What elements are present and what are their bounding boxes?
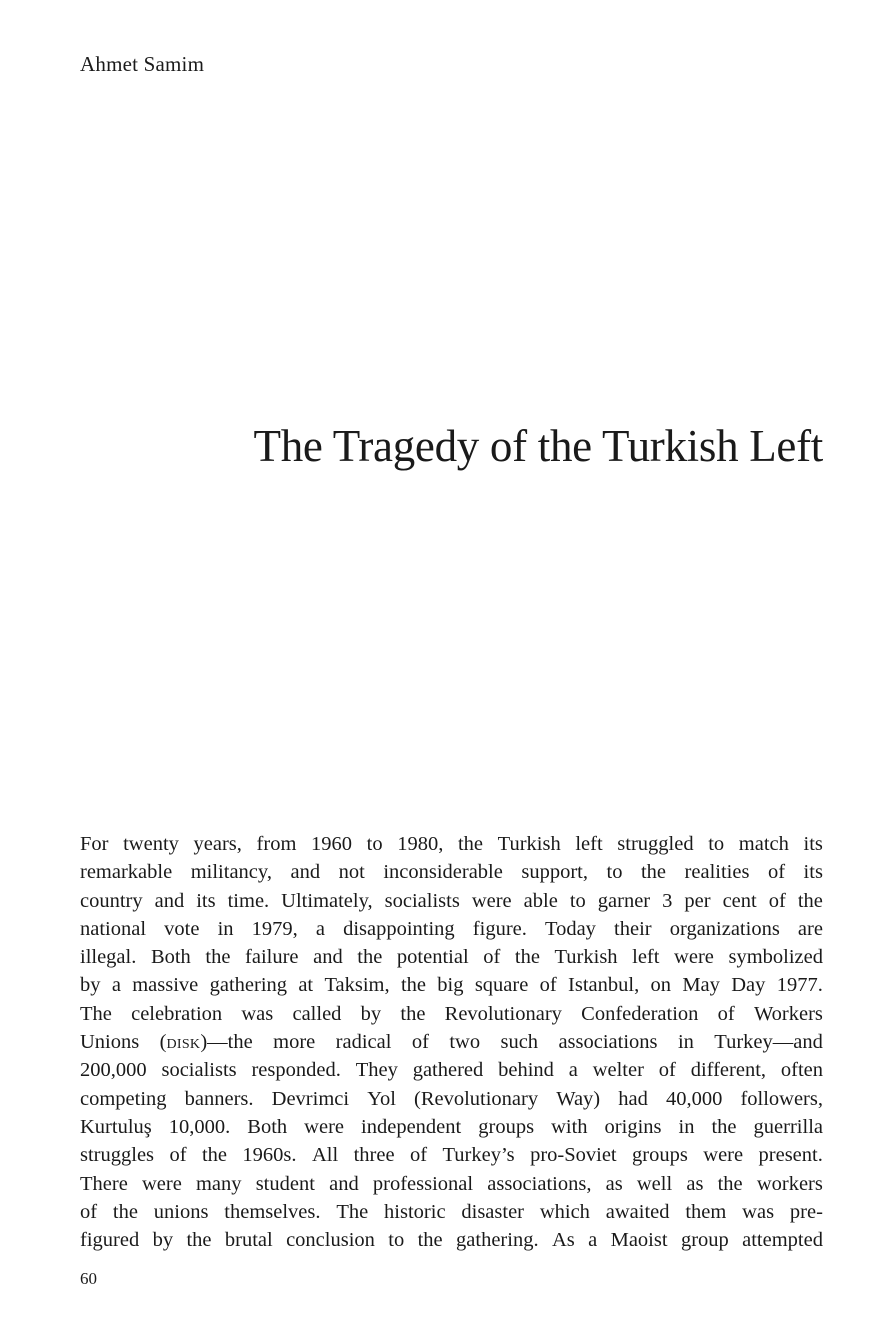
word: of: [483, 946, 501, 969]
word: of: [169, 1144, 187, 1167]
word: in: [217, 917, 234, 940]
word: workers: [756, 1172, 823, 1195]
word: inconsiderable: [383, 861, 503, 884]
word: as: [686, 1172, 704, 1195]
word: its: [196, 889, 216, 912]
word: group: [680, 1229, 729, 1252]
body-line: [80, 1141, 823, 1169]
word: its: [803, 861, 823, 884]
body-line: [80, 1198, 823, 1226]
body-line: [80, 1085, 823, 1113]
word: the: [400, 974, 426, 997]
word: As: [551, 1229, 575, 1252]
word: were: [674, 946, 714, 969]
word: as: [605, 1172, 623, 1195]
word: the: [400, 1002, 426, 1025]
word: the: [205, 946, 231, 969]
word: and: [329, 1172, 359, 1195]
word: groups: [632, 1144, 688, 1167]
word: disappointing: [343, 917, 455, 940]
word: two: [449, 1031, 481, 1054]
word: disaster: [461, 1200, 524, 1223]
word: of: [767, 861, 786, 884]
body-line: [80, 830, 823, 858]
word: followers,: [740, 1087, 823, 1110]
word: 3: [662, 889, 673, 912]
word: the: [640, 861, 667, 884]
word: (disk)—the: [159, 1031, 253, 1054]
word: 40,000: [665, 1087, 723, 1110]
word: Turkey—and: [714, 1031, 823, 1054]
word: not: [338, 861, 365, 884]
word: gathering: [209, 974, 288, 997]
word: and: [313, 946, 343, 969]
body-line: [80, 1113, 823, 1141]
word: garner: [597, 889, 651, 912]
word: to: [569, 889, 586, 912]
word: 10,000.: [168, 1115, 231, 1138]
word: the: [797, 889, 823, 912]
word: of: [411, 1031, 429, 1054]
word: Day: [731, 974, 766, 997]
word: its: [803, 833, 823, 855]
word: were: [141, 1172, 182, 1195]
word: to: [708, 833, 725, 855]
word: responded.: [251, 1059, 341, 1082]
word: All: [311, 1144, 339, 1167]
word: the: [112, 1200, 138, 1223]
word: They: [355, 1059, 398, 1082]
word: associations: [558, 1031, 658, 1054]
word: left: [575, 833, 603, 855]
body-line: [80, 943, 823, 971]
word: symbolized: [728, 946, 823, 969]
word: more: [273, 1031, 316, 1054]
body-line: [80, 887, 823, 915]
word: origins: [604, 1115, 662, 1138]
word: Turkish: [497, 833, 561, 855]
word: socialists: [384, 889, 460, 912]
word: vote: [164, 917, 200, 940]
word: match: [738, 833, 789, 855]
word: from: [256, 833, 297, 855]
word: which: [539, 1200, 590, 1223]
word: failure: [245, 946, 299, 969]
word: left: [632, 946, 660, 969]
word: pre-: [789, 1200, 823, 1223]
word: potential: [396, 946, 469, 969]
word: Ultimately,: [281, 889, 373, 912]
word: square: [474, 974, 529, 997]
word: themselves.: [224, 1200, 321, 1223]
word: independent: [361, 1115, 462, 1138]
word: in: [678, 1115, 695, 1138]
word: was: [742, 1200, 775, 1223]
word: Yol: [367, 1087, 396, 1110]
word: are: [797, 917, 823, 940]
word: by: [152, 1229, 174, 1252]
word: figure.: [472, 917, 527, 940]
word: 1960: [311, 833, 353, 855]
word: Workers: [753, 1002, 823, 1025]
word: by: [360, 1002, 382, 1025]
word: per: [684, 889, 711, 912]
word: Devrimci: [271, 1087, 350, 1110]
word: associations,: [487, 1172, 592, 1195]
word: militancy,: [190, 861, 272, 884]
word: were: [471, 889, 512, 912]
word: struggled: [617, 833, 694, 855]
word: of: [80, 1200, 98, 1223]
word: welter: [592, 1059, 644, 1082]
word: 200,000: [80, 1059, 147, 1082]
word: a: [315, 917, 325, 940]
word: three: [353, 1144, 395, 1167]
word: the: [514, 946, 540, 969]
word: support,: [521, 861, 588, 884]
word: called: [292, 1002, 342, 1025]
word: on: [650, 974, 672, 997]
word: of: [717, 1002, 735, 1025]
word: There: [80, 1172, 128, 1195]
word: awaited: [605, 1200, 670, 1223]
word: time.: [227, 889, 270, 912]
word: present.: [758, 1144, 823, 1167]
word: twenty: [123, 833, 179, 855]
word: a: [568, 1059, 578, 1082]
word: The: [80, 1002, 112, 1025]
word: the: [201, 1144, 227, 1167]
word: had: [618, 1087, 648, 1110]
body-line: [80, 915, 823, 943]
word: Both: [247, 1115, 288, 1138]
word: Revolutionary: [444, 1002, 562, 1025]
word: Turkish: [554, 946, 618, 969]
word: remarkable: [80, 861, 173, 884]
word: 1960s.: [242, 1144, 297, 1167]
word: the: [457, 833, 484, 855]
word: Maoist: [610, 1229, 668, 1252]
word: organizations: [669, 917, 780, 940]
word: Confederation: [581, 1002, 699, 1025]
word: of: [409, 1144, 428, 1167]
word: massive: [132, 974, 199, 997]
word: competing: [80, 1087, 167, 1110]
word: different,: [690, 1059, 767, 1082]
word: were: [304, 1115, 345, 1138]
word: pro-Soviet: [530, 1144, 617, 1167]
word: conclusion: [286, 1229, 375, 1252]
word: years,: [193, 833, 242, 855]
word: was: [241, 1002, 274, 1025]
word: gathering.: [456, 1229, 539, 1252]
word: to: [366, 833, 383, 855]
word: such: [500, 1031, 539, 1054]
word: professional: [372, 1172, 474, 1195]
word: many: [195, 1172, 242, 1195]
word: able: [523, 889, 558, 912]
word: Today: [544, 917, 596, 940]
word: to: [606, 861, 623, 884]
word: figured: [80, 1229, 140, 1252]
word: radical: [335, 1031, 392, 1054]
word: gathered: [412, 1059, 484, 1082]
body-line: [80, 1000, 823, 1028]
word: the: [417, 1229, 443, 1252]
word: and: [154, 889, 185, 912]
word: their: [614, 917, 652, 940]
word: them: [685, 1200, 727, 1223]
word: The: [336, 1200, 369, 1223]
word: Kurtuluş: [80, 1115, 152, 1138]
word: historic: [384, 1200, 446, 1223]
word: realities: [684, 861, 750, 884]
body-line: [80, 1226, 823, 1254]
word: the: [186, 1229, 212, 1252]
word: the: [717, 1172, 743, 1195]
word: often: [780, 1059, 823, 1082]
word: celebration: [131, 1002, 223, 1025]
body-line: [80, 971, 823, 999]
word: 1979,: [251, 917, 298, 940]
word: the: [711, 1115, 737, 1138]
word: student: [255, 1172, 315, 1195]
word: were: [703, 1144, 744, 1167]
word: and: [290, 861, 321, 884]
word: Turkey’s: [442, 1144, 515, 1167]
word: well: [636, 1172, 673, 1195]
body-line: [80, 1028, 823, 1056]
word: to: [388, 1229, 405, 1252]
word: big: [437, 974, 464, 997]
word: For: [80, 833, 109, 855]
word: socialists: [161, 1059, 237, 1082]
word: national: [80, 917, 147, 940]
word: of: [768, 889, 786, 912]
word: Taksim,: [324, 974, 390, 997]
running-head-author: Ahmet Samim: [80, 52, 205, 76]
body-line: [80, 1056, 823, 1084]
word: brutal: [224, 1229, 273, 1252]
chapter-title: The Tragedy of the Turkish Left: [253, 421, 823, 471]
body-line: [80, 1170, 823, 1198]
word: attempted: [742, 1229, 823, 1252]
word: Unions: [80, 1031, 140, 1054]
word: the: [357, 946, 383, 969]
word: unions: [153, 1200, 209, 1223]
word: 1980,: [397, 833, 444, 855]
word: Istanbul,: [568, 974, 640, 997]
body-line: [80, 858, 823, 886]
word: of: [658, 1059, 676, 1082]
word: at: [298, 974, 314, 997]
word: a: [588, 1229, 598, 1252]
word: behind: [498, 1059, 554, 1082]
word: with: [551, 1115, 588, 1138]
word: guerrilla: [753, 1115, 823, 1138]
word: May: [682, 974, 720, 997]
word: country: [80, 889, 143, 912]
word: by: [80, 974, 101, 997]
word: struggles: [80, 1144, 155, 1167]
word: cent: [722, 889, 757, 912]
page-number: 60: [80, 1269, 97, 1288]
word: groups: [478, 1115, 535, 1138]
word: a: [111, 974, 121, 997]
word: of: [539, 974, 557, 997]
word: (Revolutionary: [414, 1087, 539, 1110]
word: illegal.: [80, 946, 137, 969]
word: banners.: [184, 1087, 254, 1110]
word: Both: [150, 946, 191, 969]
word: 1977.: [776, 974, 823, 997]
body-paragraph: [80, 830, 823, 1254]
word: Way): [556, 1087, 601, 1110]
word: in: [677, 1031, 694, 1054]
